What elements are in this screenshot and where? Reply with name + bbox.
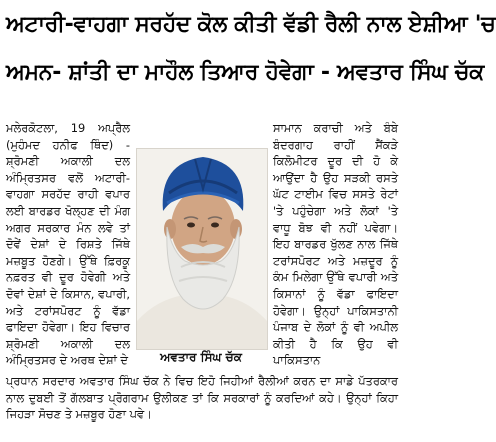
photo-caption: ਅਵਤਾਰ ਸਿੰਘ ਚੱਕ: [160, 350, 242, 364]
article-left-paragraph: [6, 120, 130, 369]
article-left-text: - ਸ਼੍ਰੋਮਣੀ ਅਕਾਲੀ ਦਲ ਅੰਮ੍ਰਿਤਸਰ ਵਲੋਂ ਅਟਾਰੀ-ਵਾਹਗਾ ਸਰਹੱਦ ਰਾਹੀ ਵਪਾਰ ਲਈ ਬਾਰਡਰ ਖੋਲ੍ਹਣ ਦੀ ਮੰਗ ਅਗਰ ਸਰਕਾਰ ਮੰਨ ਲਵੇ ਤਾਂ ਦੋਵੇਂ ਦੇਸ਼ਾਂ ਦੇ ਰਿਸ਼ਤੇ ਜਿੱਥੇ ਮਜ਼ਬੂਤ ਹੋਣਗੇ। ਉੱਥੇ ਫ਼ਿਰਕੂ ਨਫ਼ਰਤ ਵੀ ਦੂਰ ਹੋਵੇਗੀ ਅਤੇ ਦੋਵਾਂ ਦੇਸ਼ਾਂ ਦੇ ਕਿਸਾਨ, ਵਪਾਰੀ, ਅਤੇ ਟਰਾਂਸਪੋਰਟ ਨੂੰ ਵੱਡਾ ਫਾਇਦਾ ਹੋਵੇਗਾ। ਇਹ ਵਿਚਾਰ ਸ਼੍ਰੋਮਣੀ ਅਕਾਲੀ ਦਲ ਅੰਮ੍ਰਿਤਸਰ ਦੇ ਅਰਥ ਦੇਸ਼ਾਂ ਦੇ: [6, 137, 130, 368]
article-bottom-text: ਪ੍ਰਧਾਨ ਸਰਦਾਰ ਅਵਤਾਰ ਸਿੰਘ ਚੱਕ ਨੇ ਵਿਚ ਇਹੋ ਜਿਹੀਆਂ ਰੈਲੀਆਂ ਕਰਨ ਦਾ ਸਾਡੇ ਪੱਤਰਕਾਰ ਨਾਲ ਦੁਬਈ ਤੋਂ ਗੱਲਬਾਤ ਪ੍ਰੋਗਰਾਮ ਉਲੀਕਣ ਤਾਂ ਕਿ ਸਰਕਾਰਾਂ ਨੂੰ ਕਰਦਿਆਂ ਕਹੇ। ਉਨ੍ਹਾਂ ਕਿਹਾ ਜਿਹੜਾ ਸੋਚਣ ਤੇ ਮਜ਼ਬੂਰ ਹੋਣਾ ਪਵੇ।: [6, 374, 398, 422]
headline-line-2: ਅਮਨ- ਸ਼ਾਂਤੀ ਦਾ ਮਾਹੌਲ ਤਿਆਰ ਹੋਵੇਗਾ - ਅਵਤਾਰ ਸਿੰਘ ਚੱਕ: [6, 60, 484, 85]
portrait-illustration: [137, 149, 267, 349]
portrait-photo: [136, 148, 268, 350]
dateline: ਮਲੇਰਕੋਟਲਾ, 19 ਅਪ੍ਰੈਲ (ਮੁਹੰਮਦ ਹਨੀਫ ਥਿੰਦ): [6, 121, 130, 152]
article-right-text: ਸਾਮਾਨ ਕਰਾਚੀ ਅਤੇ ਬੰਬੇ ਬੰਦਰਗਾਹ ਰਾਹੀਂ ਸੈਂਕੜੇ ਕਿਲੋਮੀਟਰ ਦੂਰ ਦੀ ਹੋ ਕੇ ਆਉਂਦਾ ਹੈ ਉਹ ਸੜਕੀ ਰਸਤੇ ਘੱਟ ਟਾਈਮ ਵਿਚ ਸਸਤੇ ਰੇਟਾਂ 'ਤੇ ਪਹੁੰਚੇਗਾ ਅਤੇ ਲੋਕਾਂ 'ਤੇ ਵਾਧੂ ਬੋਝ ਵੀ ਨਹੀਂ ਪਵੇਗਾ। ਇਹ ਬਾਰਡਰ ਖੁੱਲਣ ਨਾਲ ਜਿੱਥੇ ਟਰਾਂਸਪੋਰਟ ਅਤੇ ਮਜ਼ਦੂਰ ਨੂੰ ਕੰਮ ਮਿਲੇਗਾ ਉੱਥੇ ਵਪਾਰੀ ਅਤੇ ਕਿਸਾਨਾਂ ਨੂੰ ਵੱਡਾ ਫਾਇਦਾ ਹੋਵੇਗਾ। ਉਨ੍ਹਾਂ ਪਾਕਿਸਤਾਨੀ ਪੰਜਾਬ ਦੇ ਲੋਕਾਂ ਨੂੰ ਵੀ ਅਪੀਲ ਕੀਤੀ ਹੈ ਕਿ ਉਹ ਵੀ ਪਾਕਿਸਤਾਨ: [273, 121, 398, 368]
headline-line-1: ਅਟਾਰੀ-ਵਾਹਗਾ ਸਰਹੱਦ ਕੋਲ ਕੀਤੀ ਵੱਡੀ ਰੈਲੀ ਨਾਲ ਏਸ਼ੀਆ 'ਚ: [6, 12, 496, 37]
